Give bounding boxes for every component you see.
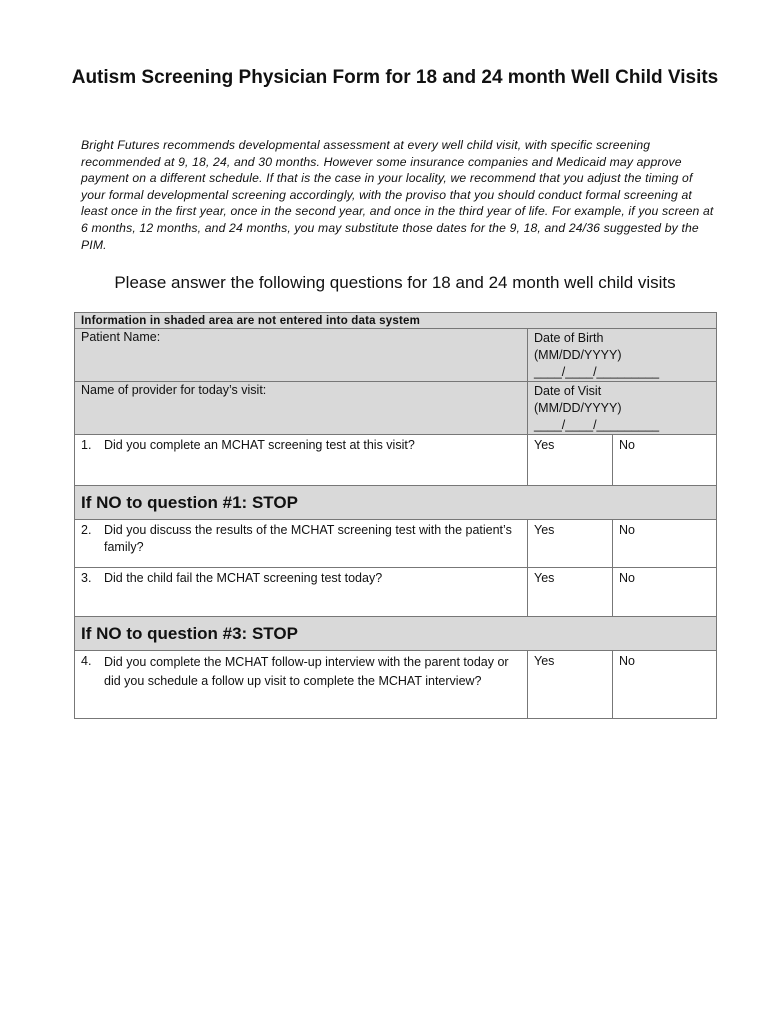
question-1: [75, 435, 528, 486]
q3-text: Did the child fail the MCHAT screening test today?: [104, 571, 383, 585]
dob-blank: ____/____/_________: [534, 365, 660, 379]
q2-number: 2.: [81, 523, 92, 537]
visit-label: Date of Visit: [534, 384, 602, 398]
question-4: [75, 651, 528, 719]
date-of-birth-field[interactable]: [528, 329, 717, 382]
question-2: [75, 520, 528, 568]
q1-no-option[interactable]: No: [613, 435, 717, 486]
screening-form-table: [74, 312, 717, 719]
date-of-visit-field[interactable]: [528, 382, 717, 435]
q4-text: Did you complete the MCHAT follow-up interview with the parent today or did you schedule a follow up visit to complete the MCHAT interview?: [104, 655, 509, 688]
shaded-area-note: Information in shaded area are not entered into data system: [75, 313, 717, 329]
q3-yes-option[interactable]: Yes: [528, 568, 613, 617]
intro-paragraph: Bright Futures recommends developmental assessment at every well child visit, with specific screening recommended at 9, 18, 24, and 30 months. However some insurance companies and Medicaid may approve payment on a different schedule. If that is the case in your locality, we recommend that you adjust the timing of your formal developmental screening accordingly, with the proviso that you should conduct formal screening at least once in the first year, once in the second year, and once in the third year of life. For example, if you screen at 6 months, 12 months, and 24 months, you may substitute those dates for the 9, 18, and 24/36 suggested by the PIM.: [81, 138, 714, 252]
dob-format: (MM/DD/YYYY): [534, 348, 622, 362]
q3-number: 3.: [81, 571, 92, 585]
patient-name-field[interactable]: [75, 329, 528, 382]
patient-name-label: Patient Name:: [81, 330, 161, 344]
stop-instruction-q1: If NO to question #1: STOP: [75, 486, 717, 520]
visit-format: (MM/DD/YYYY): [534, 401, 622, 415]
q1-yes-option[interactable]: Yes: [528, 435, 613, 486]
provider-name-field[interactable]: [75, 382, 528, 435]
q2-text: Did you discuss the results of the MCHAT screening test with the patient’s family?: [104, 523, 512, 554]
provider-label: Name of provider for today’s visit:: [81, 383, 267, 397]
q1-text: Did you complete an MCHAT screening test at this visit?: [104, 438, 415, 452]
q4-number: 4.: [81, 654, 92, 668]
q1-number: 1.: [81, 438, 92, 452]
instructions-prompt: Please answer the following questions for 18 and 24 month well child visits: [114, 273, 676, 292]
q4-yes-option[interactable]: Yes: [528, 651, 613, 719]
question-3: [75, 568, 528, 617]
q3-no-option[interactable]: No: [613, 568, 717, 617]
visit-blank: ____/____/_________: [534, 418, 660, 432]
dob-label: Date of Birth: [534, 331, 604, 345]
q2-yes-option[interactable]: Yes: [528, 520, 613, 568]
stop-instruction-q3: If NO to question #3: STOP: [75, 617, 717, 651]
form-title: Autism Screening Physician Form for 18 and 24 month Well Child Visits: [71, 67, 719, 88]
q2-no-option[interactable]: No: [613, 520, 717, 568]
q4-no-option[interactable]: No: [613, 651, 717, 719]
